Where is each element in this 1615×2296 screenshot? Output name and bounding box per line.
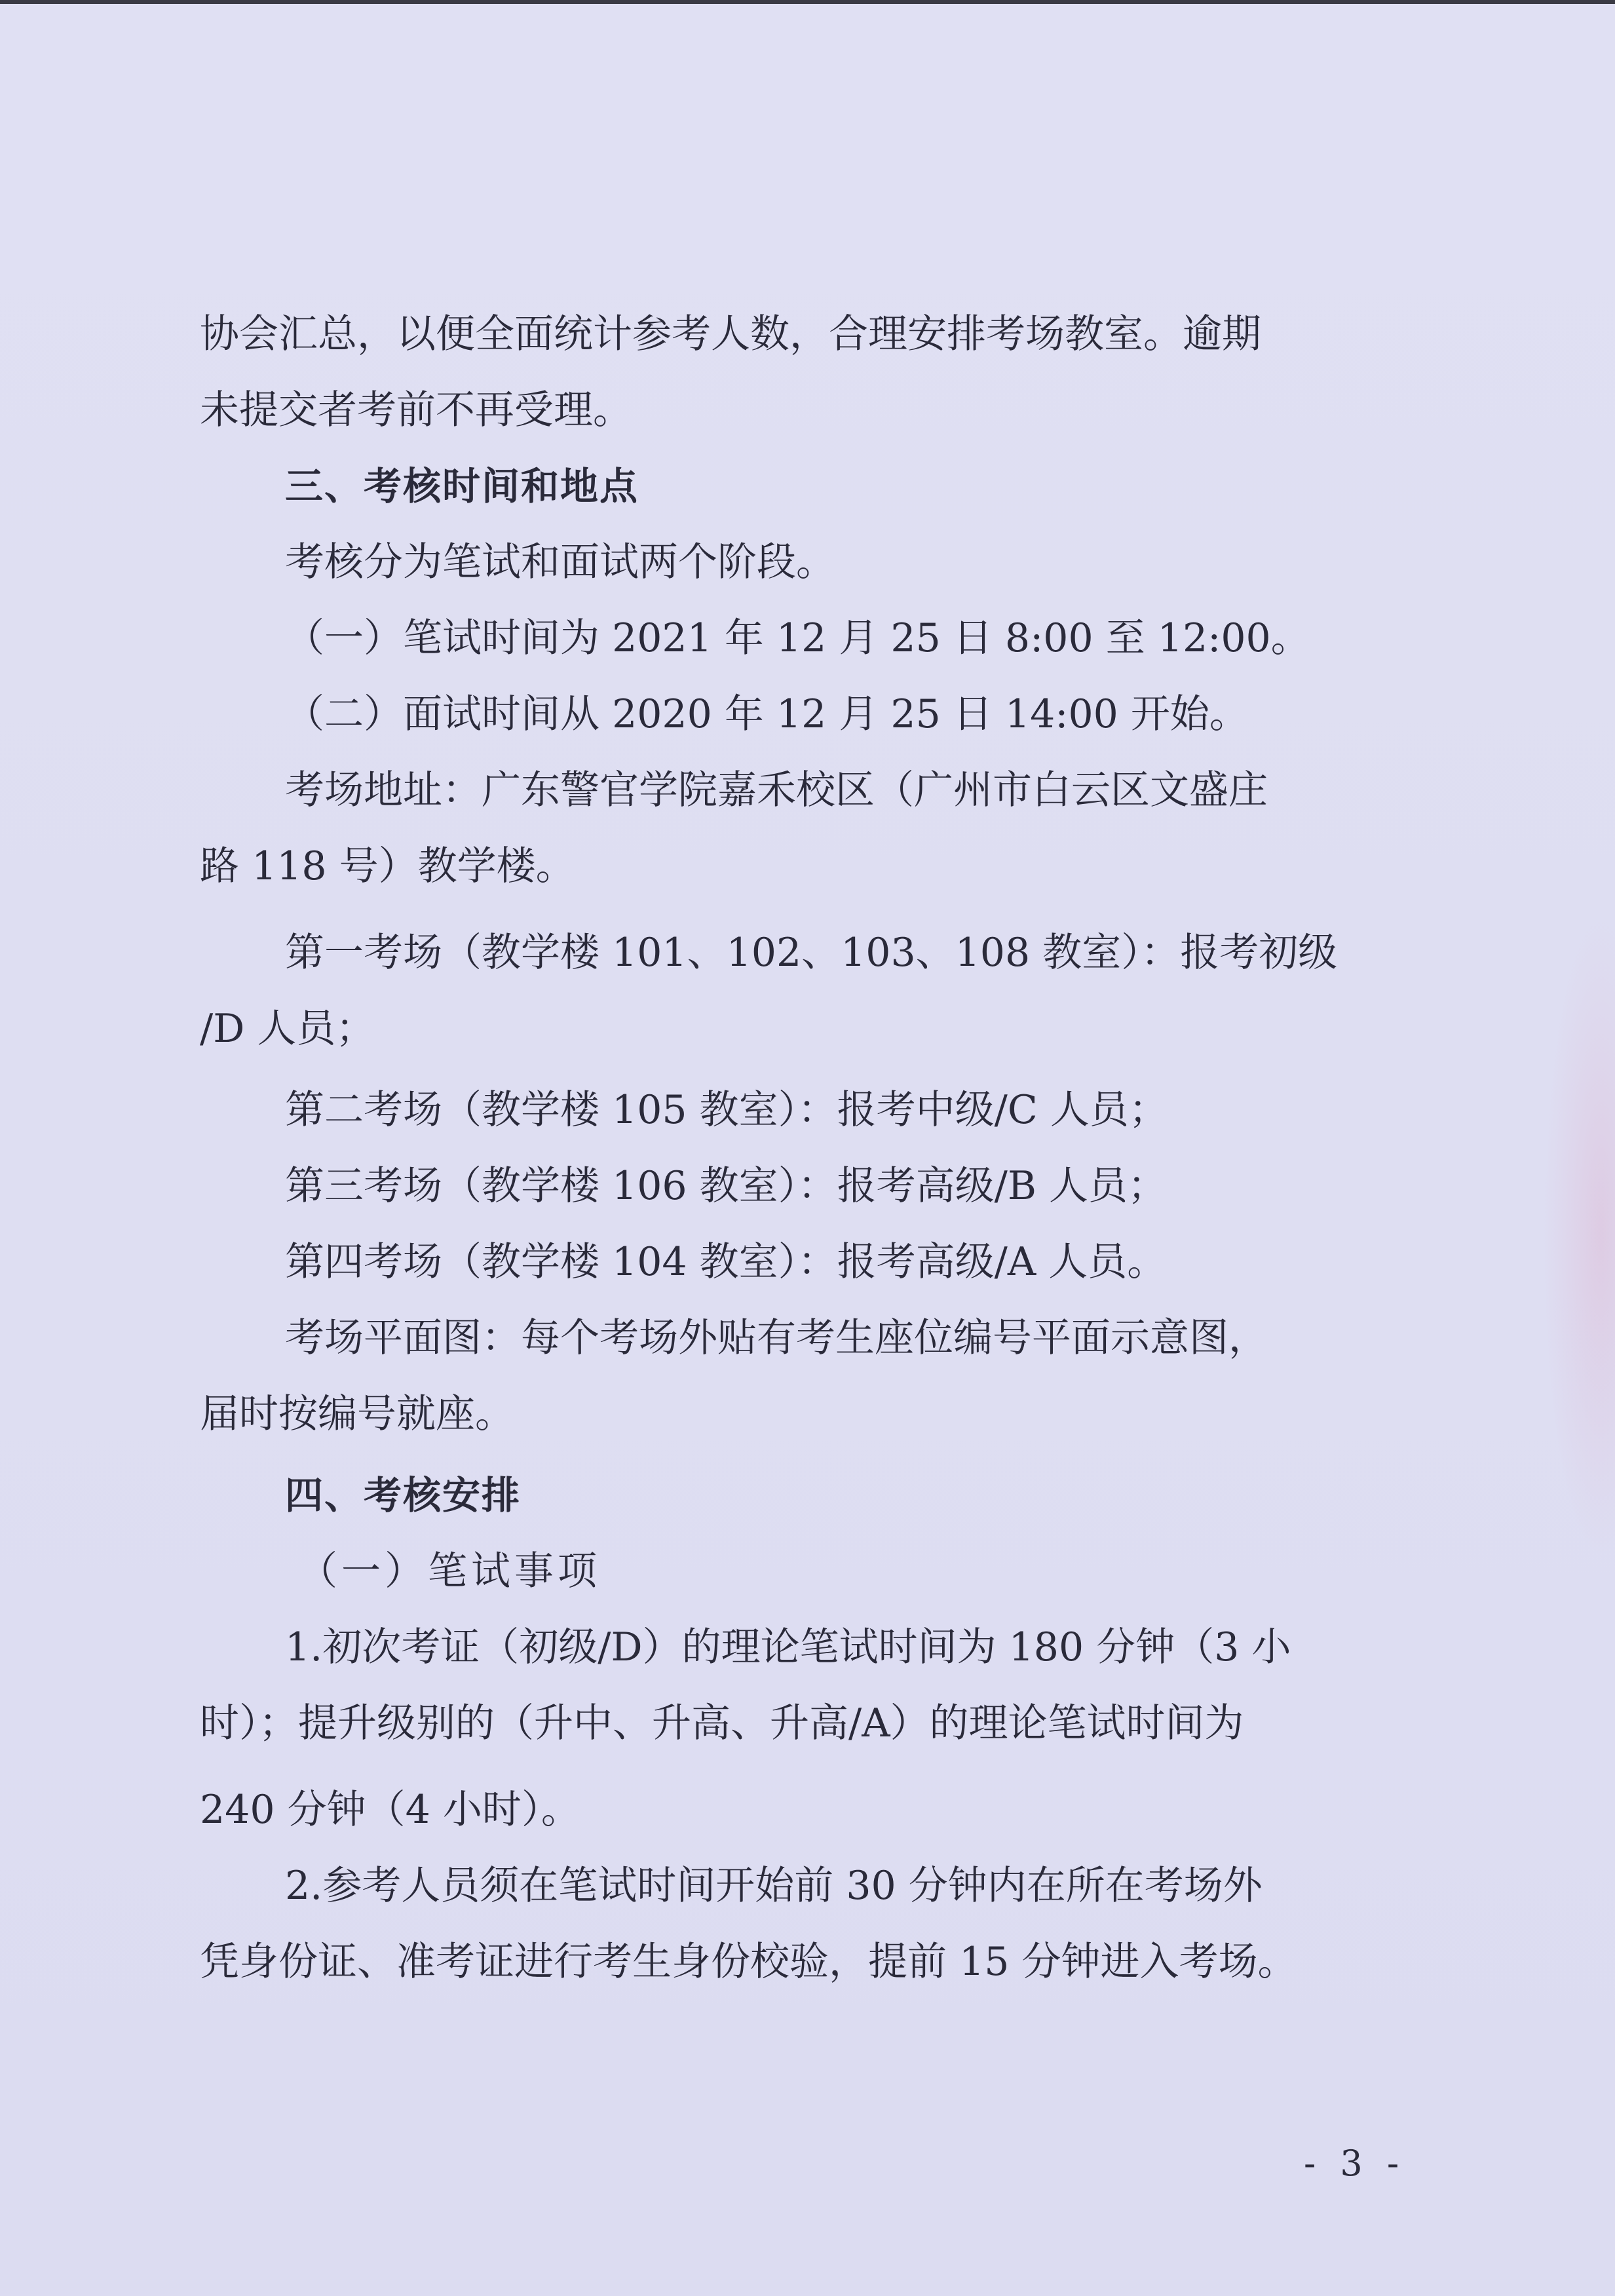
paragraph-line-5: （一）笔试时间为 2021 年 12 月 25 日 8:00 至 12:00。: [285, 615, 1310, 661]
paragraph-line-7: 考场地址：广东警官学院嘉禾校区（广州市白云区文盛庄: [285, 767, 1268, 813]
paragraph-line-20: 240 分钟（4 小时）。: [200, 1787, 580, 1833]
sub-heading-written-exam: （一）笔试事项: [298, 1548, 601, 1594]
paragraph-line-22: 凭身份证、准考证进行考生身份校验，提前 15 分钟进入考场。: [200, 1939, 1297, 1985]
section-heading-3: 三、考核时间和地点: [285, 464, 639, 508]
paragraph-line-12: 第三考场（教学楼 106 教室）：报考高级/B 人员；: [285, 1163, 1168, 1209]
page-number: - 3 -: [1304, 2143, 1406, 2184]
paragraph-line-11: 第二考场（教学楼 105 教室）：报考中级/C 人员；: [285, 1087, 1168, 1133]
paragraph-line-9: 第一考场（教学楼 101、102、103、108 教室）：报考初级: [285, 930, 1338, 976]
paragraph-line-4: 考核分为笔试和面试两个阶段。: [285, 539, 835, 585]
paragraph-line-8: 路 118 号）教学楼。: [200, 843, 575, 889]
paragraph-line-13: 第四考场（教学楼 104 教室）：报考高级/A 人员。: [285, 1239, 1167, 1285]
paragraph-line-6: （二）面试时间从 2020 年 12 月 25 日 14:00 开始。: [285, 691, 1249, 737]
paragraph-line-10: /D 人员；: [200, 1006, 375, 1052]
paragraph-line-14: 考场平面图：每个考场外贴有考生座位编号平面示意图，: [285, 1315, 1268, 1361]
paragraph-line-15: 届时按编号就座。: [200, 1391, 514, 1437]
scan-top-edge: [0, 0, 1615, 4]
section-heading-4: 四、考核安排: [285, 1473, 522, 1518]
paragraph-line-18: 1.初次考证（初级/D）的理论笔试时间为 180 分钟（3 小: [285, 1624, 1291, 1670]
paragraph-line-19: 时）；提升级别的（升中、升高、升高/A）的理论笔试时间为: [200, 1700, 1244, 1746]
paragraph-line-1: 协会汇总，以便全面统计参考人数，合理安排考场教室。逾期: [200, 311, 1261, 357]
paragraph-line-21: 2.参考人员须在笔试时间开始前 30 分钟内在所在考场外: [285, 1863, 1263, 1909]
seal-ink-bleed: [1543, 904, 1615, 1559]
paragraph-line-2: 未提交者考前不再受理。: [200, 387, 632, 433]
